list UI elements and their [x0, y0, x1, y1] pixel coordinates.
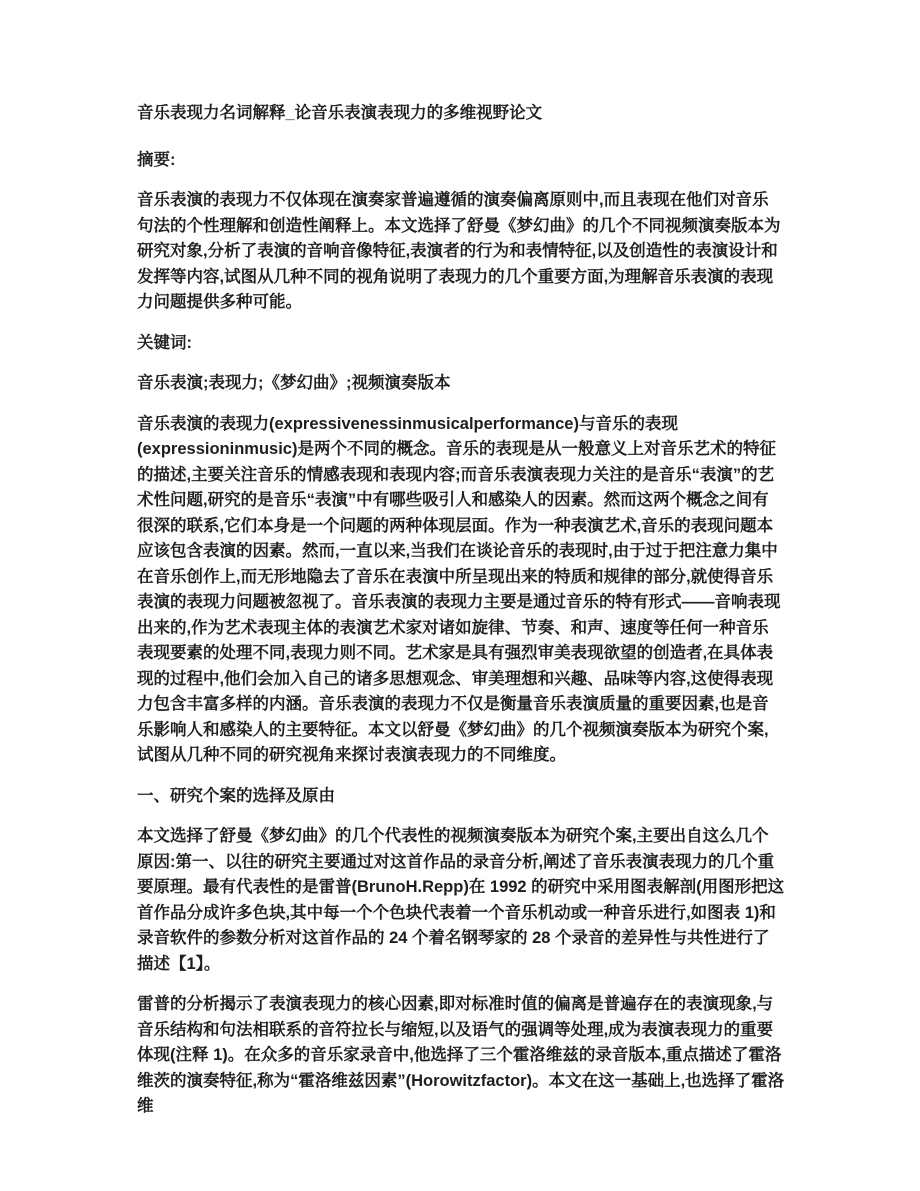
abstract-paragraph: 音乐表演的表现力不仅体现在演奏家普遍遵循的演奏偏离原则中,而且表现在他们对音乐句法的个性理解和创造性阐释上。本文选择了舒曼《梦幻曲》的几个不同视频演奏版本为研究对象,分析了表演的音响音像特征,表演者的行为和表情特征,以及创造性的表演设计和发挥等内容,试图从几种不同的视角说明了表现力的几个重要方面,为理解音乐表演的表现力问题提供多种可能。	[137, 191, 781, 311]
section1-heading: 一、研究个案的选择及原由	[137, 786, 335, 805]
section1-paragraph-2: 雷普的分析揭示了表演表现力的核心因素,即对标准时值的偏离是普遍存在的表演现象,与音乐结构和句法相联系的音符拉长与缩短,以及语气的强调等处理,成为表演表现力的重要体现(注释 1)。在众多的音乐家录音中,他选择了三个霍洛维兹的录音版本,重点描述了霍洛维茨的演奏特征,称为“霍洛维兹因素”(Horowitzfactor)。本文在这一基础上,也选择了霍洛维	[137, 995, 785, 1115]
intro-paragraph: 音乐表演的表现力(expressivenessinmusicalperformance)与音乐的表现(expressioninmusic)是两个不同的概念。音乐的表现是从一般意义上对音乐艺术的特征的描述,主要关注音乐的情感表现和表现内容;而音乐表演表现力关注的是音乐“表演”的艺术性问题,研究的是音乐“表演”中有哪些吸引人和感染人的因素。然而这两个概念之间有很深的联系,它们本身是一个问题的两种体现层面。作为一种表演艺术,音乐的表现问题本应该包含表演的因素。然而,一直以来,当我们在谈论音乐的表现时,由于过于把注意力集中在音乐创作上,而无形地隐去了音乐在表演中所呈现出来的特质和规律的部分,就使得音乐表演的表现力问题被忽视了。音乐表演的表现力主要是通过音乐的特有形式——音响表现出来的,作为艺术表现主体的表演艺术家对诸如旋律、节奏、和声、速度等任何一种音乐表现要素的处理不同,表现力则不同。艺术家是具有强烈审美表现欲望的创造者,在具体表现的过程中,他们会加入自己的诸多思想观念、审美理想和兴趣、品味等内容,这使得表现力包含丰富多样的内涵。音乐表演的表现力不仅是衡量音乐表演质量的重要因素,也是音乐影响人和感染人的主要特征。本文以舒曼《梦幻曲》的几个视频演奏版本为研究个案,试图从几种不同的研究视角来探讨表演表现力的不同维度。	[137, 414, 781, 764]
abstract-label: 摘要:	[137, 150, 176, 169]
document-title: 音乐表现力名词解释_论音乐表演表现力的多维视野论文	[137, 104, 543, 122]
document-body	[137, 101, 785, 1135]
keywords-label: 关键词:	[137, 333, 192, 352]
section1-paragraph-1: 本文选择了舒曼《梦幻曲》的几个代表性的视频演奏版本为研究个案,主要出自这么几个原因:第一、以往的研究主要通过对这首作品的录音分析,阐述了音乐表演表现力的几个重要原理。最有代表性的是雷普(BrunoH.Repp)在 1992 的研究中采用图表解剖(用图形把这首作品分成许多色块,其中每一个个色块代表着一个音乐机动或一种音乐进行,如图表 1)和录音软件的参数分析对这首作品的 24 个着名钢琴家的 28 个录音的差异性与共性进行了描述【1】。	[137, 827, 785, 973]
keywords-line: 音乐表演;表现力;《梦幻曲》;视频演奏版本	[137, 374, 451, 392]
